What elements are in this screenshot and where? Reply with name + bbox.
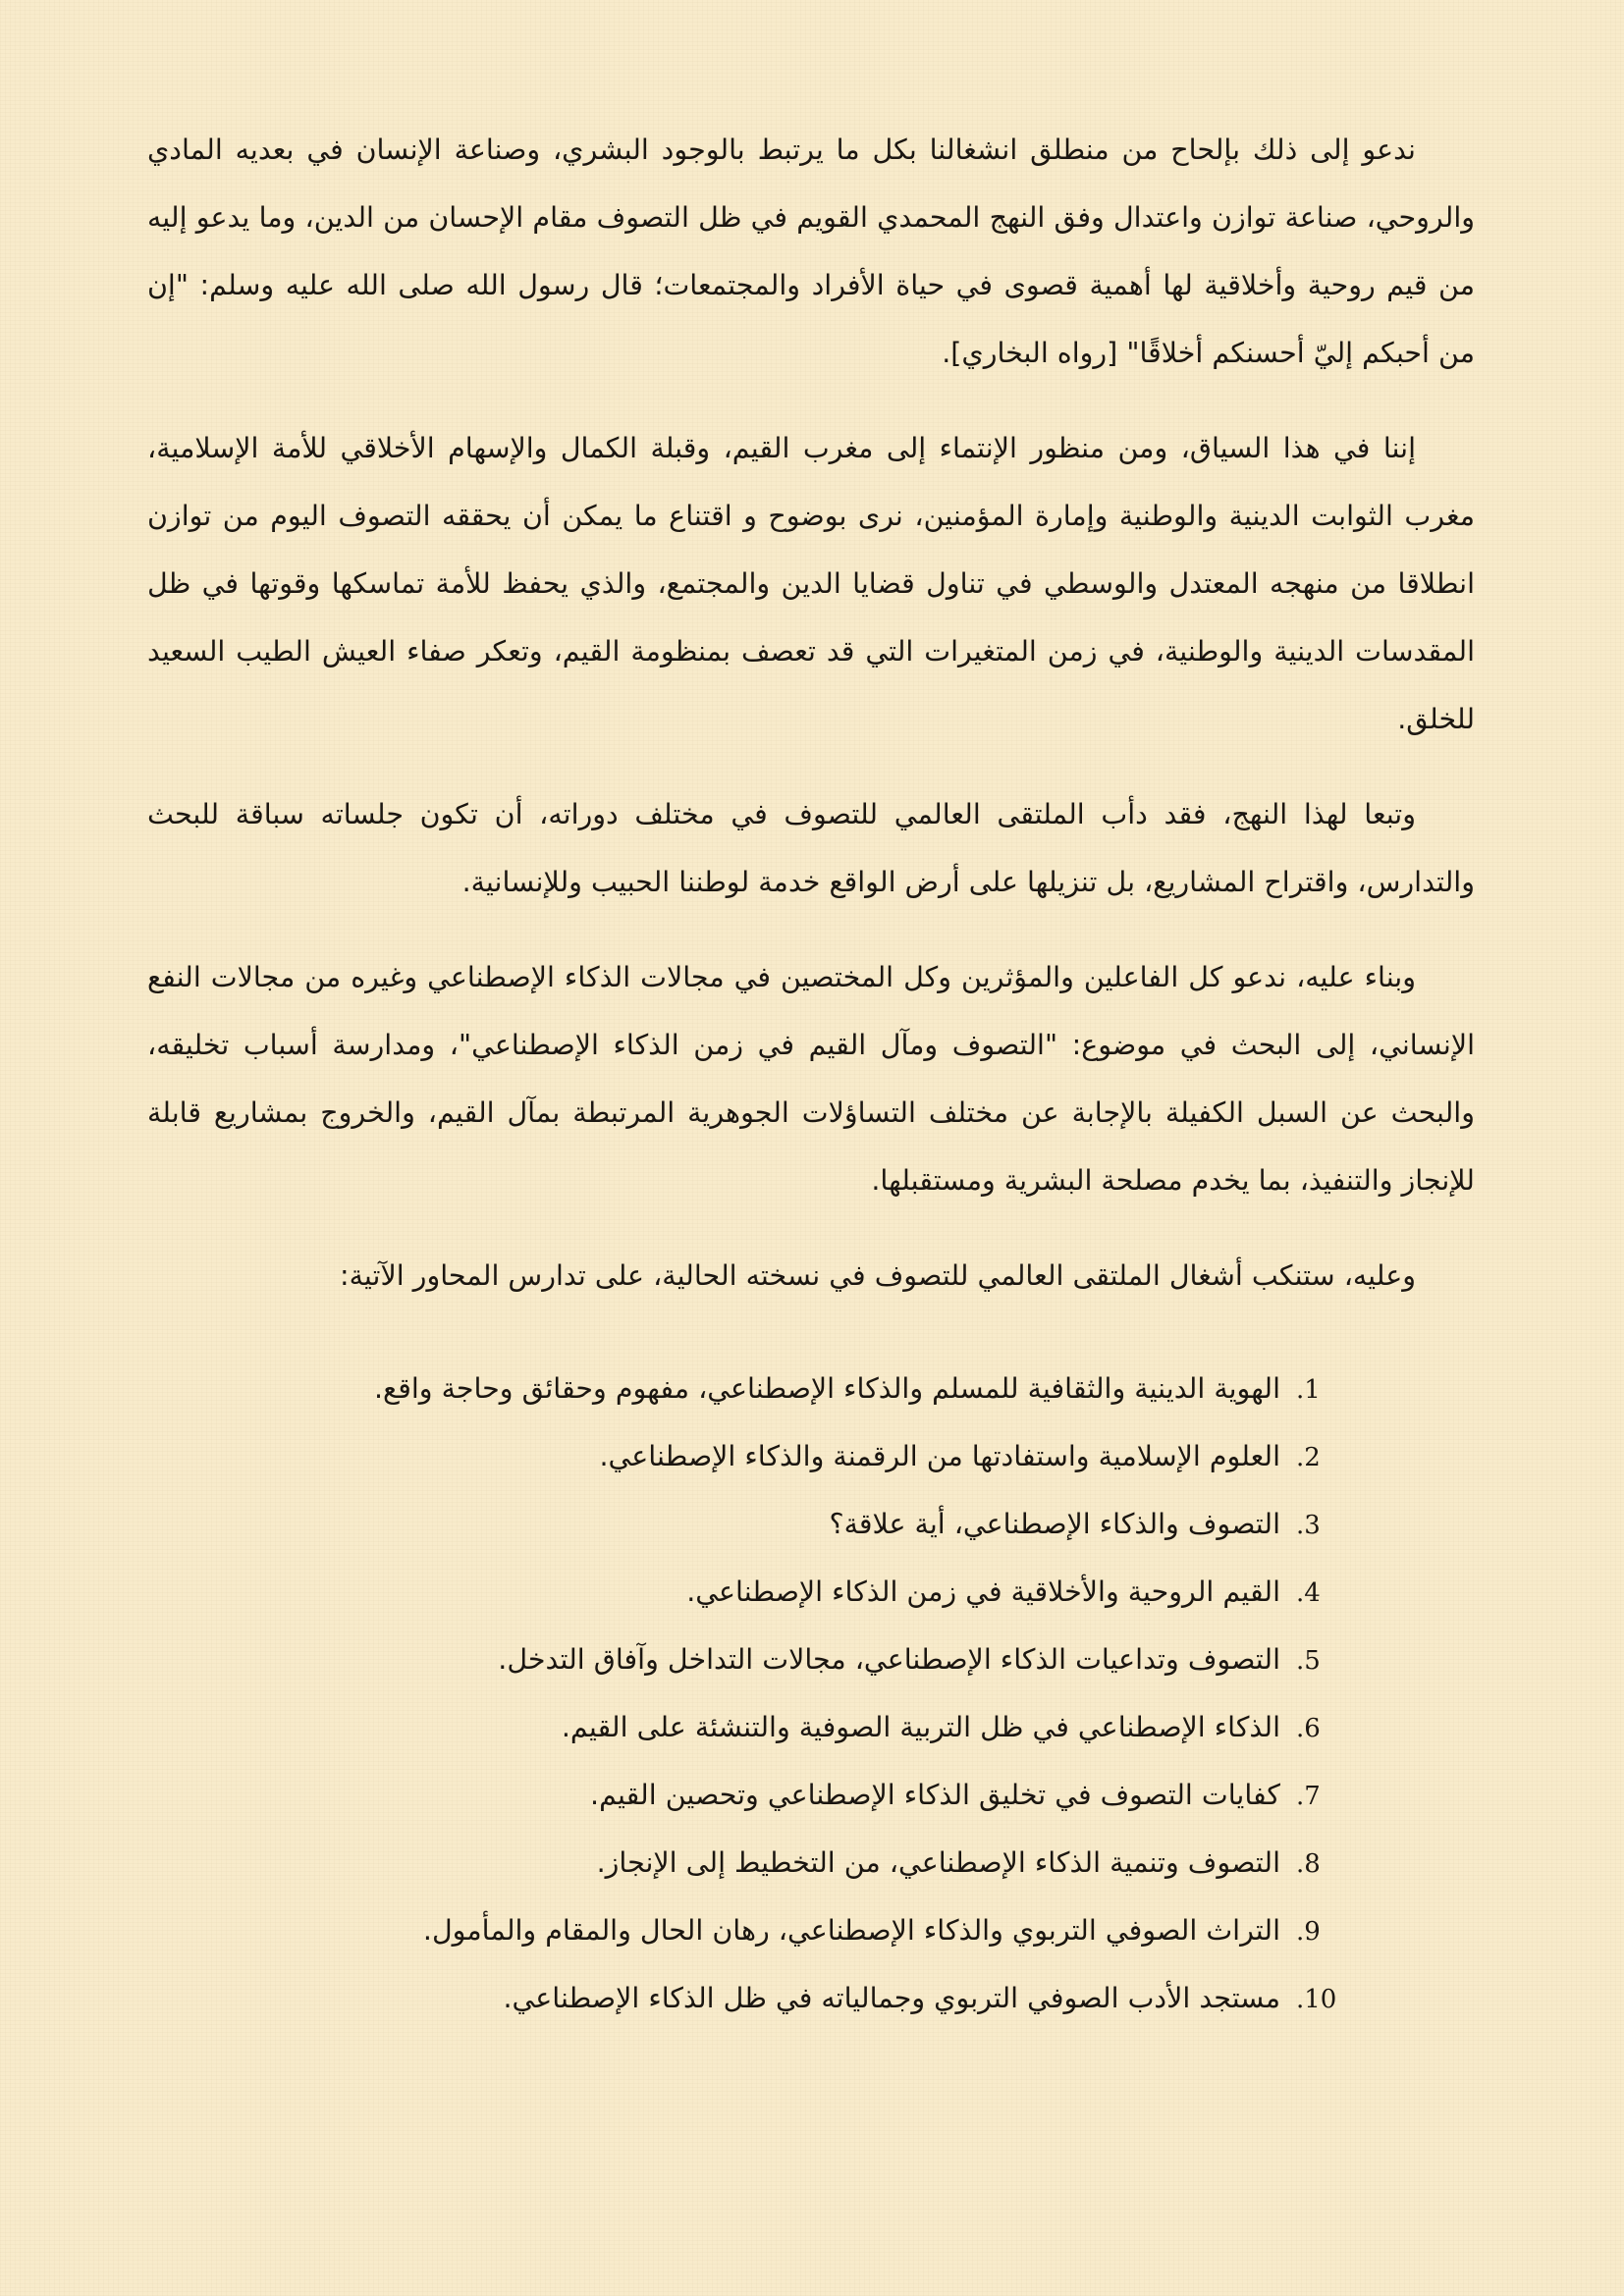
axis-item-9: [147, 1896, 1475, 1964]
axis-text: التصوف والذكاء الإصطناعي، أية علاقة؟: [829, 1508, 1280, 1540]
axis-text: التراث الصوفي التربوي والذكاء الإصطناعي، رهان الحال والمقام والمأمول.: [422, 1914, 1280, 1947]
paragraph-4: [147, 943, 1475, 1214]
axes-list: [147, 1355, 1475, 2032]
axis-number: .5: [1296, 1646, 1321, 1676]
paragraph-3-text: وتبعا لهذا النهج، فقد دأب الملتقى العالمي للتصوف في مختلف دوراته، أن تكون جلساته سباقة للبحث والتدارس، واقتراح المشاريع، بل تنزيلها على أرض الواقع خدمة لوطننا الحبيب وللإنسانية.: [147, 798, 1475, 898]
axis-item-2: [147, 1422, 1475, 1490]
axis-item-3: [147, 1490, 1475, 1558]
axis-item-1: [147, 1355, 1475, 1422]
paragraph-1: [147, 116, 1475, 387]
paragraph-2-text: إننا في هذا السياق، ومن منظور الإنتماء إلى مغرب القيم، وقبلة الكمال والإسهام الأخلاقي للأمة الإسلامية، مغرب الثوابت الدينية والوطنية وإمارة المؤمنين، نرى بوضوح و اقتناع ما يمكن أن يحققه التصوف اليوم من توازن انطلاقا من منهجه المعتدل والوسطي في تناول قضايا الدين والمجتمع، والذي يحفظ للأمة تماسكها وقوتها في ظل المقدسات الدينية والوطنية، في زمن المتغيرات التي قد تعصف بمنظومة القيم، وتعكر صفاء العيش الطيب السعيد للخلق.: [147, 432, 1475, 735]
axis-number: .8: [1296, 1849, 1321, 1879]
axis-number: .6: [1296, 1714, 1321, 1743]
axis-number: .4: [1296, 1578, 1321, 1608]
axis-item-4: [147, 1558, 1475, 1626]
axis-item-6: [147, 1693, 1475, 1761]
axis-text: التصوف وتداعيات الذكاء الإصطناعي، مجالات التداخل وآفاق التدخل.: [498, 1643, 1280, 1676]
axis-item-10: [147, 1964, 1475, 2032]
axis-text: العلوم الإسلامية واستفادتها من الرقمنة والذكاء الإصطناعي.: [599, 1440, 1280, 1472]
axis-text: كفايات التصوف في تخليق الذكاء الإصطناعي وتحصين القيم.: [590, 1779, 1280, 1811]
axis-item-7: [147, 1761, 1475, 1829]
paragraph-2: [147, 414, 1475, 753]
axes-intro: وعليه، ستنكب أشغال الملتقى العالمي للتصوف في نسخته الحالية، على تدارس المحاور الآتية:: [340, 1259, 1416, 1292]
paragraph-4-text: وبناء عليه، ندعو كل الفاعلين والمؤثرين وكل المختصين في مجالات الذكاء الإصطناعي وغيره من مجالات النفع الإنساني، إلى البحث في موضوع: "التصوف ومآل القيم في زمن الذكاء الإصطناعي"، ومدارسة أسباب تخليقه، والبحث عن السبل الكفيلة بالإجابة عن مختلف التساؤلات الجوهرية المرتبطة بمآل القيم، والخروج بمشاريع قابلة للإنجاز والتنفيذ، بما يخدم مصلحة البشرية ومستقبلها.: [147, 961, 1475, 1197]
paragraph-3: [147, 780, 1475, 916]
axis-number: .7: [1296, 1782, 1321, 1811]
document-page: [147, 116, 1475, 2032]
axis-item-8: [147, 1829, 1475, 1896]
axis-number: .10: [1296, 1985, 1337, 2014]
axis-text: الذكاء الإصطناعي في ظل التربية الصوفية والتنشئة على القيم.: [561, 1711, 1280, 1743]
axis-number: .9: [1296, 1917, 1321, 1947]
axis-text: الهوية الدينية والثقافية للمسلم والذكاء الإصطناعي، مفهوم وحقائق وحاجة واقع.: [373, 1372, 1280, 1405]
paragraph-1-text: ندعو إلى ذلك بإلحاح من منطلق انشغالنا بكل ما يرتبط بالوجود البشري، وصناعة الإنسان في بعديه المادي والروحي، صناعة توازن واعتدال وفق النهج المحمدي القويم في ظل التصوف مقام الإحسان من الدين، وما يدعو إليه من قيم روحية وأخلاقية لها أهمية قصوى في حياة الأفراد والمجتمعات؛ قال رسول الله صلى الله عليه وسلم: "إن من أحبكم إليّ أحسنكم أخلاقًا" [رواه البخاري].: [147, 133, 1475, 369]
axis-text: القيم الروحية والأخلاقية في زمن الذكاء الإصطناعي.: [686, 1575, 1280, 1608]
axis-number: .2: [1296, 1443, 1321, 1472]
axis-number: .3: [1296, 1511, 1321, 1540]
axis-item-5: [147, 1626, 1475, 1693]
axis-number: .1: [1296, 1375, 1321, 1405]
axis-text: مستجد الأدب الصوفي التربوي وجمالياته في ظل الذكاء الإصطناعي.: [503, 1982, 1280, 2014]
axis-text: التصوف وتنمية الذكاء الإصطناعي، من التخطيط إلى الإنجاز.: [596, 1846, 1280, 1879]
